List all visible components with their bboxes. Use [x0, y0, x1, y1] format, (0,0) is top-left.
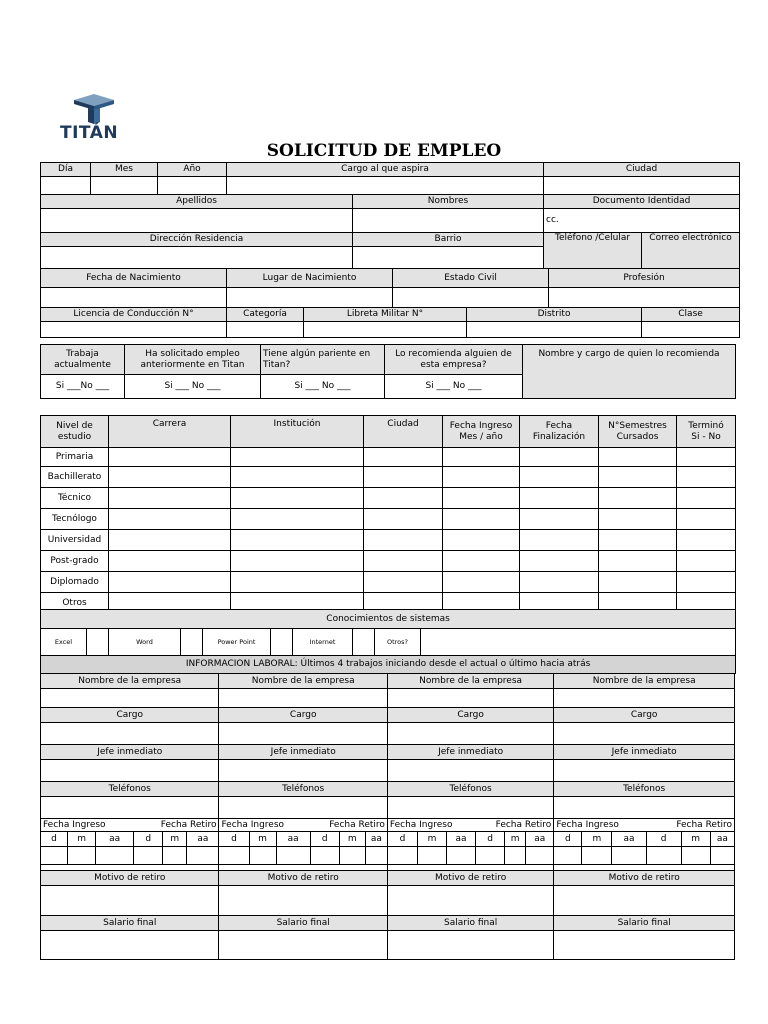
motivo-label-3: Motivo de retiro — [387, 871, 553, 886]
profesion-label: Profesión — [549, 269, 740, 288]
date-part-aa: aa — [96, 832, 134, 847]
categoria-field[interactable] — [227, 322, 304, 338]
date-part-m: m — [582, 832, 612, 847]
estado-civil-label: Estado Civil — [393, 269, 549, 288]
semestres-header-2: Cursados — [616, 431, 659, 442]
pariente-label-1: Tiene algún pariente en — [263, 348, 371, 359]
date-part-aa: aa — [612, 832, 646, 847]
direccion-field[interactable] — [41, 247, 353, 269]
education-level-label: Diplomado — [41, 572, 109, 593]
systems-table — [40, 609, 736, 674]
education-cell[interactable] — [109, 509, 231, 530]
mes-label: Mes — [91, 163, 158, 177]
date-field[interactable] — [582, 847, 612, 865]
date-field[interactable] — [41, 847, 68, 865]
education-cell[interactable] — [231, 530, 364, 551]
internet-field[interactable] — [353, 629, 375, 656]
empresa-label-4: Nombre de la empresa — [554, 674, 735, 689]
empresa-label-3: Nombre de la empresa — [387, 674, 553, 689]
fecha-ingreso-label-4: Fecha Ingreso — [554, 819, 646, 832]
education-cell[interactable] — [599, 488, 677, 509]
cargo-field-4[interactable] — [554, 723, 735, 745]
education-level-label: Primaria — [41, 448, 109, 467]
date-part-m: m — [249, 832, 276, 847]
education-cell[interactable] — [599, 551, 677, 572]
recomienda-label-1: Lo recomienda alguien de — [395, 348, 512, 359]
date-part-m: m — [163, 832, 187, 847]
education-level-label: Post-grado — [41, 551, 109, 572]
work-table — [40, 673, 735, 960]
education-level-label: Universidad — [41, 530, 109, 551]
education-level-label: Bachillerato — [41, 467, 109, 488]
date-field[interactable] — [96, 847, 134, 865]
education-cell[interactable] — [677, 530, 736, 551]
education-cell[interactable] — [231, 448, 364, 467]
date-part-aa: aa — [447, 832, 476, 847]
education-cell[interactable] — [109, 530, 231, 551]
date-field[interactable] — [447, 847, 476, 865]
excel-label: Excel — [41, 629, 87, 656]
education-row — [41, 530, 736, 551]
ciudad-header: Ciudad — [364, 416, 443, 448]
cargo-field-1[interactable] — [41, 723, 219, 745]
education-rows — [41, 448, 736, 614]
education-cell[interactable] — [520, 509, 599, 530]
date-field[interactable] — [365, 847, 387, 865]
date-field[interactable] — [219, 847, 249, 865]
motivo-field-4[interactable] — [554, 886, 735, 916]
semestres-header-1: N°Semestres — [608, 420, 667, 431]
date-part-d: d — [554, 832, 582, 847]
jefe-field-4[interactable] — [554, 760, 735, 782]
education-cell[interactable] — [443, 448, 520, 467]
education-cell[interactable] — [231, 572, 364, 593]
trabaja-si-no[interactable]: Si ___No ___ — [41, 375, 125, 399]
date-part-m: m — [681, 832, 710, 847]
date-field[interactable] — [646, 847, 681, 865]
pariente-si-no[interactable]: Si ___ No ___ — [261, 375, 385, 399]
education-cell[interactable] — [677, 572, 736, 593]
education-row — [41, 448, 736, 467]
date-field[interactable] — [276, 847, 310, 865]
nivel-header-2: estudio — [57, 431, 92, 442]
date-part-aa: aa — [365, 832, 387, 847]
telefonos-field-4[interactable] — [554, 797, 735, 819]
page-title: SOLICITUD DE EMPLEO — [266, 141, 502, 161]
work-section-title: INFORMACION LABORAL: Últimos 4 trabajos iniciando desde el actual o último hacia atrás — [41, 656, 736, 674]
mes-field[interactable] — [91, 177, 158, 195]
education-cell[interactable] — [231, 488, 364, 509]
education-cell[interactable] — [677, 509, 736, 530]
date-part-m: m — [505, 832, 526, 847]
salario-label-1: Salario final — [41, 916, 219, 931]
cargo-label-1: Cargo — [41, 708, 219, 723]
jefe-label-1: Jefe inmediato — [41, 745, 219, 760]
licencia-label: Licencia de Conducción N° — [41, 308, 227, 322]
final-header-1: Fecha — [545, 420, 573, 431]
recomienda-label-2: esta empresa? — [420, 359, 487, 370]
education-cell[interactable] — [520, 572, 599, 593]
empresa-field-3[interactable] — [387, 689, 553, 708]
jefe-field-2[interactable] — [219, 760, 387, 782]
powerpoint-field[interactable] — [271, 629, 293, 656]
education-cell[interactable] — [677, 448, 736, 467]
date-field[interactable] — [339, 847, 365, 865]
nombres-field[interactable] — [353, 209, 544, 233]
education-cell[interactable] — [364, 467, 443, 488]
motivo-field-2[interactable] — [219, 886, 387, 916]
cargo-field-3[interactable] — [387, 723, 553, 745]
powerpoint-label: Power Point — [203, 629, 271, 656]
education-cell[interactable] — [109, 551, 231, 572]
cargo-label-3: Cargo — [387, 708, 553, 723]
date-part-d: d — [41, 832, 68, 847]
education-cell[interactable] — [599, 530, 677, 551]
fecha-retiro-label-3: Fecha Retiro — [476, 819, 554, 832]
termino-header-2: Si - No — [691, 431, 721, 442]
education-level-label: Otros — [41, 593, 109, 614]
fecha-retiro-label-2: Fecha Retiro — [310, 819, 387, 832]
trabaja-label-2: actualmente — [54, 359, 111, 370]
date-part-m: m — [417, 832, 446, 847]
ciudad-label: Ciudad — [544, 163, 740, 177]
motivo-field-3[interactable] — [387, 886, 553, 916]
cargo-field[interactable] — [227, 177, 544, 195]
education-cell[interactable] — [109, 572, 231, 593]
fecha-retiro-label-1: Fecha Retiro — [134, 819, 219, 832]
solicitado-si-no[interactable]: Si ___ No ___ — [125, 375, 261, 399]
education-cell[interactable] — [364, 509, 443, 530]
telefonos-label-1: Teléfonos — [41, 782, 219, 797]
date-part-d: d — [310, 832, 339, 847]
motivo-field-1[interactable] — [41, 886, 219, 916]
date-field[interactable] — [505, 847, 526, 865]
institucion-header: Institución — [231, 416, 364, 448]
excel-field[interactable] — [87, 629, 109, 656]
libreta-field[interactable] — [304, 322, 467, 338]
education-cell[interactable] — [443, 467, 520, 488]
education-cell[interactable] — [599, 572, 677, 593]
education-cell[interactable] — [520, 488, 599, 509]
date-field[interactable] — [68, 847, 96, 865]
education-cell[interactable] — [364, 448, 443, 467]
fecha-nac-field[interactable] — [41, 288, 227, 308]
carrera-header: Carrera — [109, 416, 231, 448]
termino-header-1: Terminó — [688, 420, 724, 431]
word-field[interactable] — [181, 629, 203, 656]
date-part-d: d — [387, 832, 417, 847]
date-part-m: m — [68, 832, 96, 847]
date-field[interactable] — [710, 847, 734, 865]
barrio-label: Barrio — [353, 233, 544, 247]
salario-field-2[interactable] — [219, 931, 387, 960]
education-level-label: Técnico — [41, 488, 109, 509]
salario-label-4: Salario final — [554, 916, 735, 931]
salario-field-4[interactable] — [554, 931, 735, 960]
education-cell[interactable] — [520, 467, 599, 488]
education-cell[interactable] — [364, 572, 443, 593]
education-cell[interactable] — [443, 530, 520, 551]
education-cell[interactable] — [109, 448, 231, 467]
date-field[interactable] — [249, 847, 276, 865]
empresa-field-2[interactable] — [219, 689, 387, 708]
nombre-cargo-label: Nombre y cargo de quien lo recomienda — [523, 345, 736, 399]
telefonos-field-2[interactable] — [219, 797, 387, 819]
education-cell[interactable] — [677, 488, 736, 509]
categoria-label: Categoría — [227, 308, 304, 322]
education-cell[interactable] — [364, 530, 443, 551]
direccion-label: Dirección Residencia — [41, 233, 353, 247]
salario-label-3: Salario final — [387, 916, 553, 931]
cargo-field-2[interactable] — [219, 723, 387, 745]
jefe-field-3[interactable] — [387, 760, 553, 782]
nivel-header-1: Nivel de — [56, 420, 93, 431]
distrito-label: Distrito — [467, 308, 642, 322]
titan-cube-logo-icon — [44, 86, 140, 126]
telefonos-label-2: Teléfonos — [219, 782, 387, 797]
education-cell[interactable] — [109, 488, 231, 509]
jefe-label-4: Jefe inmediato — [554, 745, 735, 760]
motivo-label-4: Motivo de retiro — [554, 871, 735, 886]
final-header-2: Finalización — [532, 431, 586, 442]
fecha-retiro-label-4: Fecha Retiro — [646, 819, 734, 832]
recomienda-si-no[interactable]: Si ___ No ___ — [385, 375, 523, 399]
estado-civil-field[interactable] — [393, 288, 549, 308]
education-cell[interactable] — [443, 551, 520, 572]
documento-label: Documento Identidad — [544, 195, 740, 209]
otros-field[interactable] — [421, 629, 736, 656]
education-cell[interactable] — [599, 467, 677, 488]
internet-label: Internet — [293, 629, 353, 656]
salario-label-2: Salario final — [219, 916, 387, 931]
date-part-d: d — [134, 832, 163, 847]
telefonos-label-4: Teléfonos — [554, 782, 735, 797]
questions-table — [40, 344, 736, 399]
date-part-d: d — [646, 832, 681, 847]
fecha-ingreso-label-3: Fecha Ingreso — [387, 819, 475, 832]
systems-title: Conocimientos de sistemas — [41, 610, 736, 629]
telefonos-field-1[interactable] — [41, 797, 219, 819]
education-row — [41, 488, 736, 509]
solicitado-label-2: anteriormente en Titan — [140, 359, 245, 370]
profesion-field[interactable] — [549, 288, 740, 308]
correo-label: Correo electrónico — [642, 233, 740, 269]
date-field[interactable] — [387, 847, 417, 865]
date-field[interactable] — [612, 847, 646, 865]
date-part-aa: aa — [187, 832, 219, 847]
date-field[interactable] — [476, 847, 505, 865]
motivo-label-2: Motivo de retiro — [219, 871, 387, 886]
licencia-field[interactable] — [41, 322, 227, 338]
education-cell[interactable] — [231, 467, 364, 488]
jefe-field-1[interactable] — [41, 760, 219, 782]
fecha-ingreso-label-1: Fecha Ingreso — [41, 819, 134, 832]
education-cell[interactable] — [677, 467, 736, 488]
education-cell[interactable] — [364, 551, 443, 572]
clase-label: Clase — [642, 308, 740, 322]
education-cell[interactable] — [231, 509, 364, 530]
date-field[interactable] — [187, 847, 219, 865]
fecha-nac-label: Fecha de Nacimiento — [41, 269, 227, 288]
cargo-label: Cargo al que aspira — [227, 163, 544, 177]
education-row — [41, 551, 736, 572]
date-part-aa: aa — [276, 832, 310, 847]
education-cell[interactable] — [520, 448, 599, 467]
education-row — [41, 572, 736, 593]
salario-field-1[interactable] — [41, 931, 219, 960]
date-field[interactable] — [681, 847, 710, 865]
logo-brand-text: TITÁN — [60, 123, 119, 143]
barrio-field[interactable] — [353, 247, 544, 269]
ano-label: Año — [158, 163, 227, 177]
salario-field-3[interactable] — [387, 931, 553, 960]
date-part-d: d — [219, 832, 249, 847]
education-cell[interactable] — [599, 509, 677, 530]
fecha-ingreso-label-2: Fecha Ingreso — [219, 819, 310, 832]
ano-field[interactable] — [158, 177, 227, 195]
ciudad-field[interactable] — [544, 177, 740, 195]
education-cell[interactable] — [677, 551, 736, 572]
personal-info-table — [40, 162, 740, 338]
solicitado-label-1: Ha solicitado empleo — [145, 348, 240, 359]
dia-label: Día — [41, 163, 91, 177]
date-part-m: m — [339, 832, 365, 847]
distrito-field[interactable] — [467, 322, 642, 338]
education-cell[interactable] — [443, 488, 520, 509]
empresa-label-2: Nombre de la empresa — [219, 674, 387, 689]
jefe-label-3: Jefe inmediato — [387, 745, 553, 760]
education-cell[interactable] — [443, 509, 520, 530]
empresa-label-1: Nombre de la empresa — [41, 674, 219, 689]
lugar-nac-field[interactable] — [227, 288, 393, 308]
education-level-label: Tecnólogo — [41, 509, 109, 530]
apellidos-label: Apellidos — [41, 195, 353, 209]
education-cell[interactable] — [109, 467, 231, 488]
libreta-label: Libreta Militar N° — [304, 308, 467, 322]
education-row — [41, 467, 736, 488]
education-cell[interactable] — [520, 530, 599, 551]
education-cell[interactable] — [599, 448, 677, 467]
telefonos-label-3: Teléfonos — [387, 782, 553, 797]
education-cell[interactable] — [364, 488, 443, 509]
ingreso-header-2: Mes / año — [459, 431, 503, 442]
documento-field[interactable]: cc. — [544, 209, 740, 233]
date-field[interactable] — [554, 847, 582, 865]
telefonos-field-3[interactable] — [387, 797, 553, 819]
education-cell[interactable] — [520, 551, 599, 572]
cargo-label-4: Cargo — [554, 708, 735, 723]
education-cell[interactable] — [443, 572, 520, 593]
motivo-label-1: Motivo de retiro — [41, 871, 219, 886]
empresa-field-4[interactable] — [554, 689, 735, 708]
empresa-field-1[interactable] — [41, 689, 219, 708]
date-part-d: d — [476, 832, 505, 847]
apellidos-field[interactable] — [41, 209, 353, 233]
dia-field[interactable] — [41, 177, 91, 195]
date-field[interactable] — [134, 847, 163, 865]
date-part-aa: aa — [526, 832, 554, 847]
clase-field[interactable] — [642, 322, 740, 338]
education-row — [41, 509, 736, 530]
otros-label: Otros? — [375, 629, 421, 656]
date-field[interactable] — [310, 847, 339, 865]
education-table — [40, 415, 736, 614]
jefe-label-2: Jefe inmediato — [219, 745, 387, 760]
telefono-label: Teléfono /Celular — [544, 233, 642, 269]
date-field[interactable] — [163, 847, 187, 865]
date-field[interactable] — [526, 847, 554, 865]
education-cell[interactable] — [231, 551, 364, 572]
ingreso-header-1: Fecha Ingreso — [449, 420, 513, 431]
word-label: Word — [109, 629, 181, 656]
nombres-label: Nombres — [353, 195, 544, 209]
date-field[interactable] — [417, 847, 446, 865]
date-part-aa: aa — [710, 832, 734, 847]
pariente-label-2: Titan? — [263, 359, 291, 370]
trabaja-label-1: Trabaja — [66, 348, 99, 359]
lugar-nac-label: Lugar de Nacimiento — [227, 269, 393, 288]
cargo-label-2: Cargo — [219, 708, 387, 723]
